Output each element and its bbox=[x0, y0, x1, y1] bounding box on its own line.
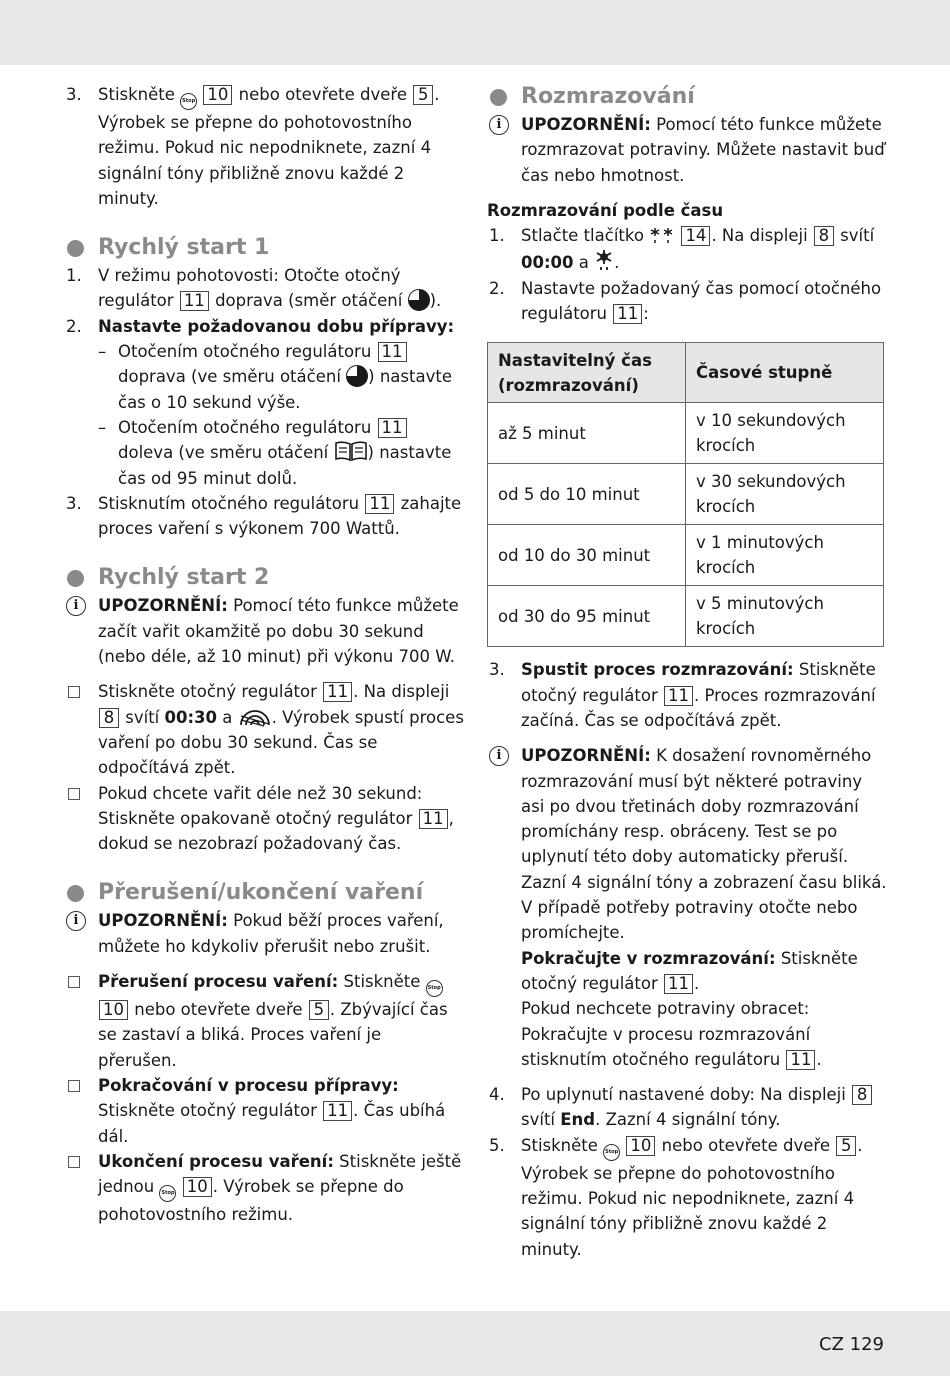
table-cell: až 5 minut bbox=[488, 403, 686, 464]
list-item: Pokud chcete vařit déle než 30 sekund: Stiskněte opakovaně otočný regulátor 11 , dokud se nezobrazí požadovaný čas. bbox=[64, 781, 464, 857]
clockwise-icon bbox=[408, 289, 430, 311]
section-heading-rychly-start-1: Rychlý start 1 bbox=[64, 233, 464, 263]
table-cell: v 30 sekundových krocích bbox=[686, 464, 884, 525]
ref-number: 11 bbox=[323, 682, 352, 702]
table-cell: od 30 do 95 minut bbox=[488, 586, 686, 647]
ref-number: 11 bbox=[365, 494, 394, 514]
table-row bbox=[488, 464, 884, 525]
checkbox-bullet-icon bbox=[68, 1156, 80, 1168]
list-item-step-3: 3. Stiskněte Stop 10 nebo otevřete dveře 5 . Výrobek se přepne do pohotovostního režimu. Pokud nic nepodniknete, zazní 4 signální tóny přibližně znovu každé 2 minuty. bbox=[64, 82, 464, 211]
list-item: 1. V režimu pohotovosti: Otočte otočný regulátor 11 doprava (směr otáčení ). bbox=[66, 266, 442, 311]
bullet-dot-icon bbox=[490, 89, 507, 106]
table-row bbox=[488, 403, 884, 464]
stop-icon: Stop bbox=[426, 980, 443, 997]
bullet-dot-icon bbox=[67, 885, 84, 902]
note: i UPOZORNĚNÍ: Pokud běží proces vaření, můžete ho kdykoliv přerušit nebo zrušit. bbox=[64, 908, 464, 959]
right-column bbox=[487, 82, 887, 1262]
ref-number: 11 bbox=[180, 291, 209, 311]
ref-number: 11 bbox=[664, 686, 693, 706]
note-continue: Pokračujte v rozmrazování: Stiskněte otočný regulátor 11 . bbox=[521, 948, 858, 993]
checkbox-bullet-icon bbox=[68, 976, 80, 988]
info-icon: i bbox=[489, 115, 509, 135]
ref-number: 10 bbox=[203, 85, 232, 105]
list-item: – Otočením otočného regulátoru 11 doprava (ve směru otáčení ) nastavte čas o 10 sekund výše. bbox=[98, 342, 452, 412]
list-item: Stiskněte otočný regulátor 11 . Na displeji 8 svítí 00:30 a . Výrobek spustí proces vaření po dobu 30 sekund. Čas se odpočítává zpět. bbox=[64, 679, 464, 780]
ref-number: 11 bbox=[419, 809, 448, 829]
defrost-time-table bbox=[487, 342, 884, 647]
footer-band bbox=[0, 1311, 950, 1376]
list-item: Pokračování v procesu přípravy: Stiskněte otočný regulátor 11 . Čas ubíhá dál. bbox=[64, 1073, 464, 1149]
ref-number: 5 bbox=[836, 1136, 856, 1156]
list-item: 2. Nastavte požadovanou dobu přípravy: bbox=[66, 316, 455, 336]
list-item: 4. Po uplynutí nastavené doby: Na displeji 8 svítí End. Zazní 4 signální tóny. bbox=[487, 1082, 887, 1133]
ref-number: 5 bbox=[309, 1000, 329, 1020]
bullet-dot-icon bbox=[67, 240, 84, 257]
ref-number: 8 bbox=[852, 1085, 872, 1105]
table-header-cell: Časové stupně bbox=[686, 343, 884, 403]
section-heading-rozmrazovani: Rozmrazování bbox=[487, 82, 887, 112]
stop-icon: Stop bbox=[603, 1144, 620, 1161]
list-item: 5. Stiskněte Stop 10 nebo otevřete dveře 5 . Výrobek se přepne do pohotovostního režimu. Pokud nic nepodniknete, zazní 4 signální tóny přibližně znovu každé 2 minuty. bbox=[489, 1135, 863, 1259]
ref-number: 11 bbox=[664, 974, 693, 994]
section-heading-preruseni: Přerušení/ukončení vaření bbox=[64, 878, 464, 908]
ref-number: 11 bbox=[378, 418, 407, 438]
left-column bbox=[64, 82, 464, 1227]
checkbox-bullet-icon bbox=[68, 1080, 80, 1092]
checkbox-bullet-icon bbox=[68, 686, 80, 698]
table-header-row bbox=[488, 343, 884, 403]
list-item: 3. Spustit proces rozmrazování: Stiskněte otočný regulátor 11 . Proces rozmrazování začíná. Čas se odpočítává zpět. bbox=[489, 660, 876, 730]
page-number: CZ 129 bbox=[819, 1334, 884, 1355]
note: i UPOZORNĚNÍ: Pomocí této funkce můžete začít vařit okamžitě po dobu 30 sekund (nebo déle, až 10 minut) při výkonu 700 W. bbox=[64, 593, 464, 669]
note: i UPOZORNĚNÍ: K dosažení rovnoměrného rozmrazování musí být některé potraviny asi po dvou třetinách doby rozmrazování promíchány resp. obráceny. Test se po uplynutí této doby automaticky přeruší. Zazní 4 signální tóny a zobrazení času bliká. V případě potřeby potraviny otočte nebo promíchejte. bbox=[487, 743, 887, 945]
counterclockwise-icon bbox=[334, 440, 368, 462]
checkbox-bullet-icon bbox=[68, 788, 80, 800]
bullet-dot-icon bbox=[67, 570, 84, 587]
list-item: 3. Stisknutím otočného regulátoru 11 zahajte proces vaření s výkonem 700 Wattů. bbox=[66, 493, 462, 539]
ref-number: 10 bbox=[99, 1000, 128, 1020]
ref-number: 11 bbox=[613, 304, 642, 324]
ref-number: 11 bbox=[323, 1101, 352, 1121]
info-icon: i bbox=[66, 596, 86, 616]
subheading: Rozmrazování podle času bbox=[487, 200, 724, 220]
table-row bbox=[488, 586, 884, 647]
table-cell: od 5 do 10 minut bbox=[488, 464, 686, 525]
table-cell: v 10 sekundových krocích bbox=[686, 403, 884, 464]
defrost-button-icon bbox=[649, 225, 675, 245]
list-item: – Otočením otočného regulátoru 11 doleva (ve směru otáčení ) nastavte čas od 95 minut dolů. bbox=[98, 417, 452, 488]
defrost-display-icon bbox=[594, 248, 614, 272]
info-icon: i bbox=[66, 911, 86, 931]
stop-icon: Stop bbox=[180, 93, 197, 110]
table-cell: v 5 minutových krocích bbox=[686, 586, 884, 647]
info-icon: i bbox=[489, 746, 509, 766]
table-cell: od 10 do 30 minut bbox=[488, 525, 686, 586]
ref-number: 14 bbox=[681, 226, 710, 246]
ref-number: 10 bbox=[626, 1136, 655, 1156]
section-heading-rychly-start-2: Rychlý start 2 bbox=[64, 563, 464, 593]
ref-number: 11 bbox=[378, 342, 407, 362]
ref-number: 10 bbox=[183, 1177, 212, 1197]
clockwise-icon bbox=[346, 365, 368, 387]
ref-number: 8 bbox=[99, 708, 119, 728]
list-item: 1. Stlačte tlačítko 14 . Na displeji 8 svítí 00:00 a . bbox=[489, 226, 875, 273]
ref-number: 11 bbox=[786, 1050, 815, 1070]
ref-number: 8 bbox=[814, 226, 834, 246]
quickstart-wave-icon bbox=[238, 705, 272, 727]
header-band bbox=[0, 0, 950, 65]
note-no-turn: Pokud nechcete potraviny obracet: Pokračujte v procesu rozmrazování stisknutím otočného regulátoru 11 . bbox=[521, 999, 822, 1069]
table-header-cell: Nastavitelný čas (rozmrazování) bbox=[488, 343, 686, 403]
note: i UPOZORNĚNÍ: Pomocí této funkce můžete rozmrazovat potraviny. Můžete nastavit buď čas nebo hmotnost. bbox=[487, 112, 887, 188]
list-item: 2. Nastavte požadovaný čas pomocí otočného regulátoru 11 : bbox=[489, 278, 882, 324]
ref-number: 5 bbox=[413, 85, 433, 105]
list-item: Přerušení procesu vaření: Stiskněte Stop 10 nebo otevřete dveře 5 . Zbývající čas se zastaví a bliká. Proces vaření je přerušen. bbox=[64, 969, 464, 1073]
table-row bbox=[488, 525, 884, 586]
step-number: 3. bbox=[66, 85, 82, 104]
table-cell: v 1 minutových krocích bbox=[686, 525, 884, 586]
stop-icon: Stop bbox=[159, 1185, 176, 1202]
list-item: Ukončení procesu vaření: Stiskněte ještě jednou Stop 10 . Výrobek se přepne do pohotovostního režimu. bbox=[64, 1149, 464, 1228]
